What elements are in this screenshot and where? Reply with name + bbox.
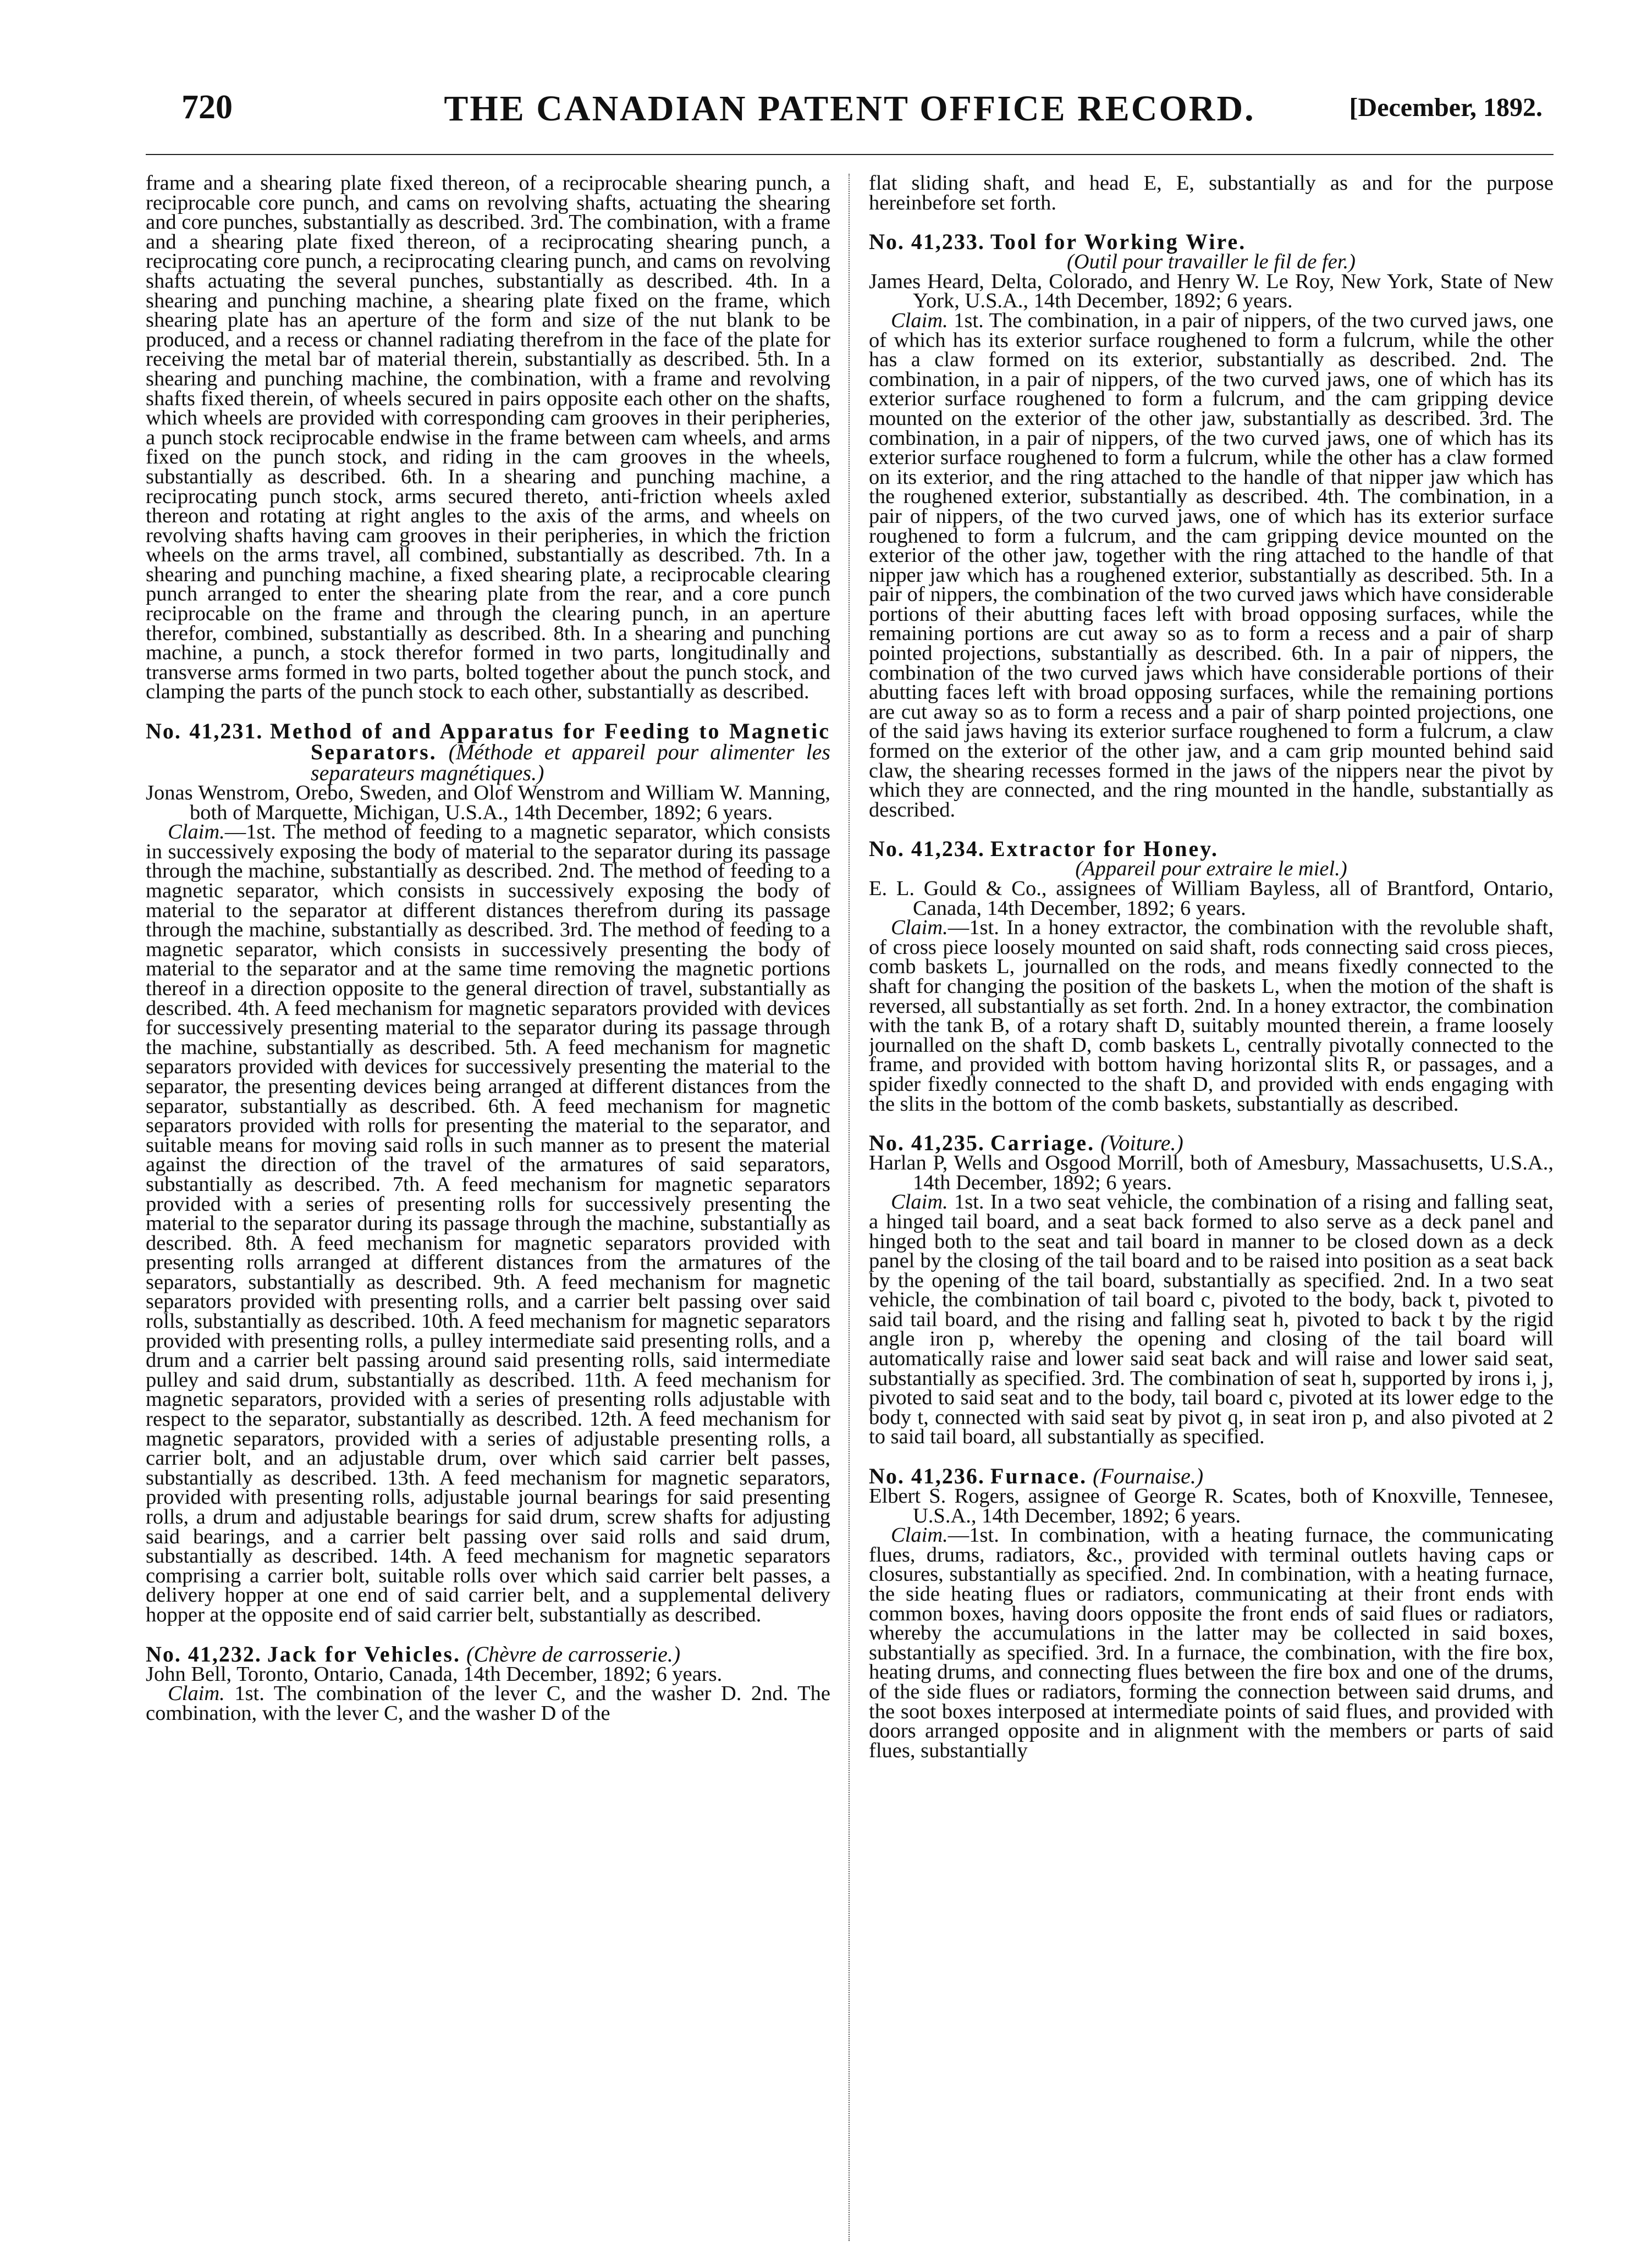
claim-paragraph [146, 820, 830, 1626]
patent-number: No. 41,231. [146, 719, 263, 744]
continued-claim-text: frame and a shearing plate fixed thereon, of a reciprocable shearing punch, a reciprocable core punch, and cams on revolving shafts, actuating the shearing and core punches, substantially as described. 3rd. The combination, with a frame and a shearing plate fixed thereon, of a reciprocating shearing punch, a reciprocating core punch, a reciprocating clearing punch, and cams on revolving shafts actuating the several punches, substantially as described. 4th. In a shearing and punching machine, a shearing plate fixed on the frame, which shearing plate has an aperture of the form and size of the nut blank to be produced, and a recess or channel radiating therefrom in the face of the plate for receiving the metal bar of material therein, substantially as described. 5th. In a shearing and punching machine, the combination, with a frame and revolving shafts fixed therein, of wheels secured in pairs opposite each other on the shafts, which wheels are provided with corresponding cam grooves in their peripheries, a punch stock reciprocable endwise in the frame between cam wheels, and arms fixed on the punch stock, and riding in the cam grooves in the wheels, substantially as described. 6th. In a shearing and punching machine, a reciprocating punch stock, arms secured thereto, anti-friction wheels axled thereon and rotating at right angles to the axis of the arms, and wheels on revolving shafts having cam grooves in their peripheries, in which the friction wheels on the arms travel, all combined, substantially as described. 7th. In a shearing and punching machine, a fixed shearing plate, a reciprocable clearing punch arranged to enter the shearing plate from the rear, and a core punch reciprocable on the frame and through the clearing punch, in an aperture therefor, combined, substantially as described. 8th. In a shearing and punching machine, a punch, a stock therefor formed in two parts, longitudinally and transverse arms formed in two parts, bolted together about the punch stock, and clamping the parts of the punch stock to each other, substantially as described. [146, 174, 830, 704]
claim-paragraph [869, 1526, 1554, 1761]
patent-title-french: (Fournaise.) [1093, 1464, 1204, 1489]
patentee-line: Jonas Wenstrom, Orebo, Sweden, and Olof Wenstrom and William W. Manning, both of Marquette, Michigan, U.S.A., 14th December, 1892; 6 years. [146, 781, 830, 824]
patent-number: No. 41,236. [869, 1464, 985, 1489]
patent-entry-41234 [869, 838, 1554, 1114]
claim-paragraph [869, 308, 1554, 821]
patent-title: Method of and Apparatus for Feeding to Magnetic Separators. [269, 719, 830, 765]
patent-title-french: (Chèvre de carrosserie.) [466, 1641, 681, 1666]
patent-entry-41235 [869, 1130, 1554, 1449]
entry-heading [869, 1130, 1554, 1156]
claim-paragraph [146, 1684, 830, 1723]
page-number: 720 [181, 89, 233, 126]
claim-label: Claim. [891, 916, 948, 940]
patent-title: Carriage. [990, 1130, 1095, 1156]
entry-heading [869, 1466, 1554, 1487]
claim-label: Claim. [891, 1190, 948, 1214]
patent-entry-41231 [146, 721, 830, 1625]
entry-heading [869, 229, 1554, 255]
claim-label: Claim. [891, 1524, 948, 1547]
patent-entry-41232 [146, 1641, 830, 1725]
claim-label: Claim. [168, 820, 225, 844]
patent-title: Jack for Vehicles. [267, 1641, 461, 1666]
patentee-line: James Heard, Delta, Colorado, and Henry W. Le Roy, New York, State of New York, U.S.A., 14th December, 1892; 6 years. [869, 269, 1554, 313]
patent-number: No. 41,232. [146, 1641, 262, 1666]
patentee-line: Harlan P, Wells and Osgood Morrill, both of Amesbury, Massachusetts, U.S.A., 14th December, 1892; 6 years. [869, 1151, 1554, 1194]
claim-text: 1st. In a two seat vehicle, the combination of a rising and falling seat, a hinged tail board, and a seat back formed to also serve as a deck panel and hinged both to the seat and tail board in manner to be closed down as a deck panel by the closing of the tail board and to be raised into position as a seat back by the opening of the tail board, substantially as specified. 2nd. In a two seat vehicle, the combination of tail board c, pivoted to the body, back t, pivoted to said tail board, and the rising and falling seat h, pivoted to back t by the rigid angle iron p, whereby the opening and closing of the tail board will automatically raise and lower said seat back and will raise and lower said seat, substantially as specified. 3rd. The combination of seat h, supported by irons i, j, pivoted to said seat and to the body, tail board c, pivoted at its lower edge to the body t, connected with said seat by pivot q, in seat iron p, and also pivoted at 2 to said tail board, all substantially as specified. [869, 1190, 1554, 1449]
claim-text: —1st. In combination, with a heating furnace, the communicating flues, drums, radiators, &c., provided with terminal outlets having caps or closures, substantially as specified. 2nd. In combination, with a heating furnace, the side heating flues or radiators, communicating at their front ends with common boxes, having doors opposite the front ends of said flues or radiators, whereby the accumulations in the latter may be collected in said boxes, substantially as specified. 3rd. In a furnace, the combination, with the fire box, heating drums, and connecting flues between the fire box and one of the drums, of the side flues or radiators, forming the connection between said drums, and the soot boxes interposed at intermediate points of said flues, and provided with doors arranged opposite and in alignment with the members or parts of said flues, substantially [869, 1524, 1554, 1762]
patent-title-french: (Voiture.) [1100, 1130, 1183, 1156]
patent-title: Furnace. [990, 1464, 1088, 1489]
entry-heading [146, 719, 830, 786]
patent-number: No. 41,233. [869, 229, 985, 255]
left-column [146, 174, 830, 2241]
patentee-line: Elbert S. Rogers, assignee of George R. Scates, both of Knoxville, Tennesee, U.S.A., 14th December, 1892; 6 years. [869, 1485, 1554, 1527]
patent-number: No. 41,234. [869, 836, 985, 862]
claim-text: 1st. The combination, in a pair of nippers, of the two curved jaws, one of which has its exterior surface roughened to form a fulcrum, while the other has a claw formed on its exterior, substantially as described. 2nd. The combination, in a pair of nippers, of the two curved jaws, one of which has its exterior surface roughened to form a fulcrum, and the cam gripping device mounted on the exterior of the other jaw, substantially as described. 3rd. The combination, in a pair of nippers, of the two curved jaws, one of which has its exterior surface roughened to form a fulcrum, while the other has a claw formed on its exterior, and the ring attached to the handle of that nipper jaw which has the roughened exterior, substantially as described. 4th. The combination, in a pair of nippers, of the two curved jaws, one of which has its exterior surface roughened to form a fulcrum, and the cam gripping device mounted on the exterior of the other jaw, together with the ring attached to the handle of that nipper jaw which has a roughened exterior, substantially as described. 5th. In a pair of nippers, the combination of the two curved jaws which have considerable portions of their abutting faces left with broad opposing surfaces, while the remaining portions are cut away so as to form a recess and a pair of sharp pointed projections, substantially as described. 6th. In a pair of nippers, the combination of the two curved jaws which have considerable portions of their abutting faces left with broad opposing surfaces, while the remaining portions are cut away so as to form a recess and a pair of sharp pointed projections, one of the said jaws having its exterior surface roughened to form a fulcrum, a claw formed on the exterior of the other jaw, and a cam grip mounted behind said claw, the shearing recesses formed in the jaws of the nippers near the pivot by which they are connected, and the ring mounted in the handle, substantially as described. [869, 308, 1554, 821]
patent-title-french: (Appareil pour extraire le miel.) [1075, 857, 1347, 881]
patent-entry-41236 [869, 1466, 1554, 1761]
claim-label: Claim. [168, 1682, 225, 1706]
right-column [869, 174, 1554, 2241]
claim-paragraph [869, 918, 1554, 1114]
entry-heading [869, 836, 1554, 862]
patentee-line: E. L. Gould & Co., assignees of William Bayless, all of Brantford, Ontario, Canada, 14th December, 1892; 6 years. [869, 877, 1554, 920]
patentee-line: John Bell, Toronto, Ontario, Canada, 14th December, 1892; 6 years. [146, 1662, 723, 1686]
two-column-body [146, 174, 1554, 2241]
claim-label: Claim. [891, 308, 948, 332]
entry-heading [146, 1641, 830, 1666]
claim-text: —1st. The method of feeding to a magnetic separator, which consists in successively exposing the body of material to the separator during its passage through the machine, substantially as described. 2nd. The method of feeding to a magnetic separator, which consists in successively exposing the body of material to the separator at different distances therefrom during its passage through the machine, substantially as described. 3rd. The method of feeding to a magnetic separator, which consists in successively presenting the body of material to the separator and at the same time removing the magnetic portions thereof in a direction opposite to the general direction of travel, substantially as described. 4th. A feed mechanism for magnetic separators provided with devices for successively presenting material to the separator during its passage through the machine, substantially as described. 5th. A feed mechanism for magnetic separators provided with devices for successively presenting the material to the separator, the presenting devices being arranged at different distances from the separator, substantially as described. 6th. A feed mechanism for magnetic separators provided with rolls for presenting the material to the separator, and suitable means for moving said rolls in such manner as to present the material against the direction of the travel of the armatures of said separators, substantially as described. 7th. A feed mechanism for magnetic separators provided with a series of presenting rolls for successively presenting the material to the separator during its passage through the machine, substantially as described. 8th. A feed mechanism for magnetic separators provided with presenting rolls arranged at different distances from the armatures of the separators, substantially as described. 9th. A feed mechanism for magnetic separators provided with presenting rolls, and a carrier belt passing over said rolls, substantially as described. 10th. A feed mechanism for magnetic separators provided with presenting rolls, a pulley intermediate said presenting rolls, and a drum and a carrier belt passing around said presenting rolls, said intermediate pulley and said drum, substantially as described. 11th. A feed mechanism for magnetic separators, provided with a series of presenting rolls adjustable with respect to the separator, substantially as described. 12th. A feed mechanism for magnetic separators, provided with a series of adjustable presenting rolls, a carrier bolt, and an adjustable drum, over which said carrier belt passes, substantially as described. 13th. A feed mechanism for magnetic separators, provided with presenting rolls, adjustable journal bearings for said presenting rolls, a drum and adjustable bearings for said drum, screw shafts for adjusting said bearings, and a carrier belt passing over said rolls and said drum, substantially as described. 14th. A feed mechanism for magnetic separators comprising a carrier bolt, suitable rolls over which said carrier belt passes, a delivery hopper at one end of said carrier belt, and a supplemental delivery hopper at the opposite end of said carrier belt, substantially as described. [146, 820, 830, 1626]
claim-text: 1st. The combination of the lever C, and the washer D. 2nd. The combination, with the lever C, and the washer D of the [146, 1682, 830, 1725]
page-header [146, 88, 1554, 155]
patent-entry-41233 [869, 231, 1554, 820]
patent-title: Tool for Working Wire. [990, 229, 1247, 255]
publication-title: THE CANADIAN PATENT OFFICE RECORD. [444, 89, 1255, 129]
patent-title: Extractor for Honey. [990, 836, 1219, 862]
patent-number: No. 41,235. [869, 1130, 985, 1156]
claim-text: —1st. In a honey extractor, the combination with the revoluble shaft, of cross piece loosely mounted on said shaft, rods connecting said cross pieces, comb baskets L, journalled on the rods, and means fixedly connected to the shaft for changing the position of the baskets L, when the motion of the shaft is reversed, all substantially as set forth. 2nd. In a honey extractor, the combination with the tank B, of a rotary shaft D, suitably mounted therein, a frame loosely journalled on the shaft D, comb baskets L, centrally pivotally connected to the frame, and provided with bottom having horizontal slits R, or passages, and a spider fixedly connected to the shaft D, and provided with ends engaging with the slits in the bottom of the comb baskets, substantially as described. [869, 916, 1554, 1116]
column-divider [849, 174, 851, 2241]
claim-paragraph [869, 1190, 1554, 1449]
issue-date: [December, 1892. [1349, 93, 1543, 122]
patent-title-french: (Méthode et appareil pour alimenter les separateurs magnétiques.) [311, 740, 830, 786]
patent-title-french: (Outil pour travailler le fil de fer.) [1066, 250, 1356, 274]
continued-claim-text: flat sliding shaft, and head E, E, substantially as and for the purpose hereinbefore set forth. [869, 174, 1554, 214]
